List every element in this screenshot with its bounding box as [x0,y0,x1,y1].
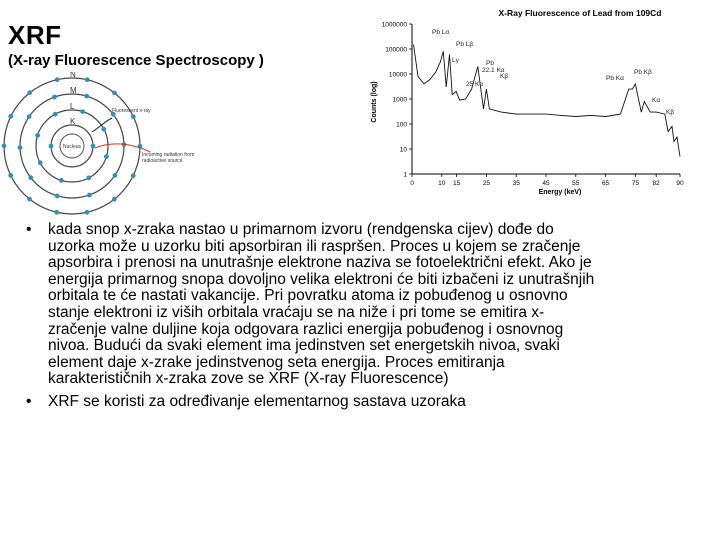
x-tick-label: 65 [601,180,610,187]
peak-annotations [432,29,674,116]
electron [27,114,32,119]
x-tick-label: 10 [438,180,446,187]
x-tick-label: 0 [410,180,414,187]
bullet-marker: • [26,392,32,410]
electron [49,144,54,149]
y-tick-label: 1000 [392,96,407,104]
shell-label-l: L [70,102,75,111]
annotation-kb: Kβ [500,73,509,80]
bullet-line: element daje x-zrake jedinstvenog seta energija. Proces emitiranja [48,353,505,371]
incoming-radiation-label: Incoming radiation from radioactive source [142,152,195,164]
y-tick-label: 1000000 [381,21,407,29]
x-tick-label: 55 [572,180,580,187]
shell-label-k: K [70,117,76,126]
shell-label-n: N [70,72,76,79]
electron [84,94,89,99]
chart-axes [412,24,680,174]
bullet-line: nivoa. Budući da svaki element ima jedinstven set energetskih nivoa, svaki [48,337,560,355]
annotation-pb-kb: Pb Kβ [634,69,652,76]
electron [113,173,118,178]
bullet-list [20,222,692,417]
bullet-line: orbitala te će nastati vakancije. Pri povratku atoma iz pobuđenog u osnovno [48,287,568,305]
x-tick-label: 15 [453,180,461,187]
electron [87,193,92,198]
bullet-item-xrf-process [20,222,692,388]
electron [54,210,59,215]
xrf-spectrum-chart [360,2,712,202]
annotation-pb-la: Pb Lα [432,29,450,36]
chart-title: X-Ray Fluorescence of Lead from 109Cd [498,8,662,18]
x-tick-label: 35 [512,180,520,187]
y-tick-label: 10 [399,146,407,154]
annotation-ka: Kα [652,97,661,104]
electron [18,145,23,150]
y-tick-label: 1 [403,171,407,179]
electron [85,210,90,215]
bullet-marker: • [26,221,32,238]
annotation-lg: Lγ [452,57,459,64]
electron [91,144,96,149]
x-tick-label: 82 [652,180,660,187]
annotation-22-ka: 22.1 Kα [482,67,505,74]
annotation-pb: Pb [486,60,494,67]
x-tick-label: 45 [542,180,550,187]
annotation-25-ka: 25 Kα [466,81,484,88]
electron [55,194,60,199]
electron [35,133,40,138]
bullet-line: uzorka može u uzorku biti apsorbiran ili raspršen. Proces u kojem se zračenje [48,237,581,255]
electron [80,109,85,114]
bullet-line: zračenje valne duljine koja odgovara razlici energija pobuđenog i osnovnog [48,320,564,338]
electron [53,112,58,117]
electron [85,77,90,82]
bullet-line: XRF se koristi za određivanje elementarnog sastava uzoraka [48,392,466,410]
y-tick-label: 10000 [388,71,407,79]
electron [86,175,91,180]
chart-ylabel: Counts (log) [371,81,378,123]
electron [8,114,13,119]
atom-diagram [0,72,205,222]
nucleus-label: Nucleus [62,144,82,150]
electron [28,175,33,180]
electron [38,160,43,165]
slide-subtitle: (X-ray Fluorescence Spectroscopy ) [8,52,264,69]
electron [112,91,117,96]
electron [52,95,57,100]
y-tick-label: 100 [396,121,407,129]
electron [104,154,109,159]
chart-ticks [382,22,684,188]
annotation-kb2: Kβ [666,109,675,116]
x-tick-label: 90 [676,180,684,187]
electron [131,114,136,119]
electron [112,197,117,202]
annotation-pb-ka: Pb Kα [606,75,624,82]
electron [131,173,136,178]
bullet-line: stanje elektroni iz viših orbitala vraćaju se na niže i pri tome se emitira x- [48,303,545,321]
electron [59,178,64,183]
electron [2,143,7,148]
electron [8,173,13,178]
bullet-line: apsorbira i prenosi na unutrašnje elektrone naziva se fotoelektrični efekt. Ako je [48,254,592,272]
shell-label-m: M [70,86,77,95]
bullet-line: kada snop x-zraka nastao u primarnom izvoru (rendgenska cijev) dođe do [48,221,554,238]
chart-xlabel: Energy (keV) [538,189,582,196]
bullet-line: energija primarnog snopa dovoljno velika elektroni će biti izbačeni iz unutrašnjih [48,270,595,288]
bullet-line: karakterističnih x-zraka zove se XRF (X-ray Fluorescence) [48,370,449,388]
bullet-item-xrf-usage [20,394,692,411]
y-tick-label: 100000 [385,46,407,54]
electron [101,127,106,132]
electron [55,77,60,82]
x-tick-label: 75 [631,180,639,187]
slide-title: XRF [8,20,62,50]
electron [27,197,32,202]
annotation-pb-lb: Pb Lβ [456,41,474,48]
electron [27,90,32,95]
fluorescent-xray-label: Fluorescent x-ray [112,108,151,114]
x-tick-label: 25 [482,180,491,187]
